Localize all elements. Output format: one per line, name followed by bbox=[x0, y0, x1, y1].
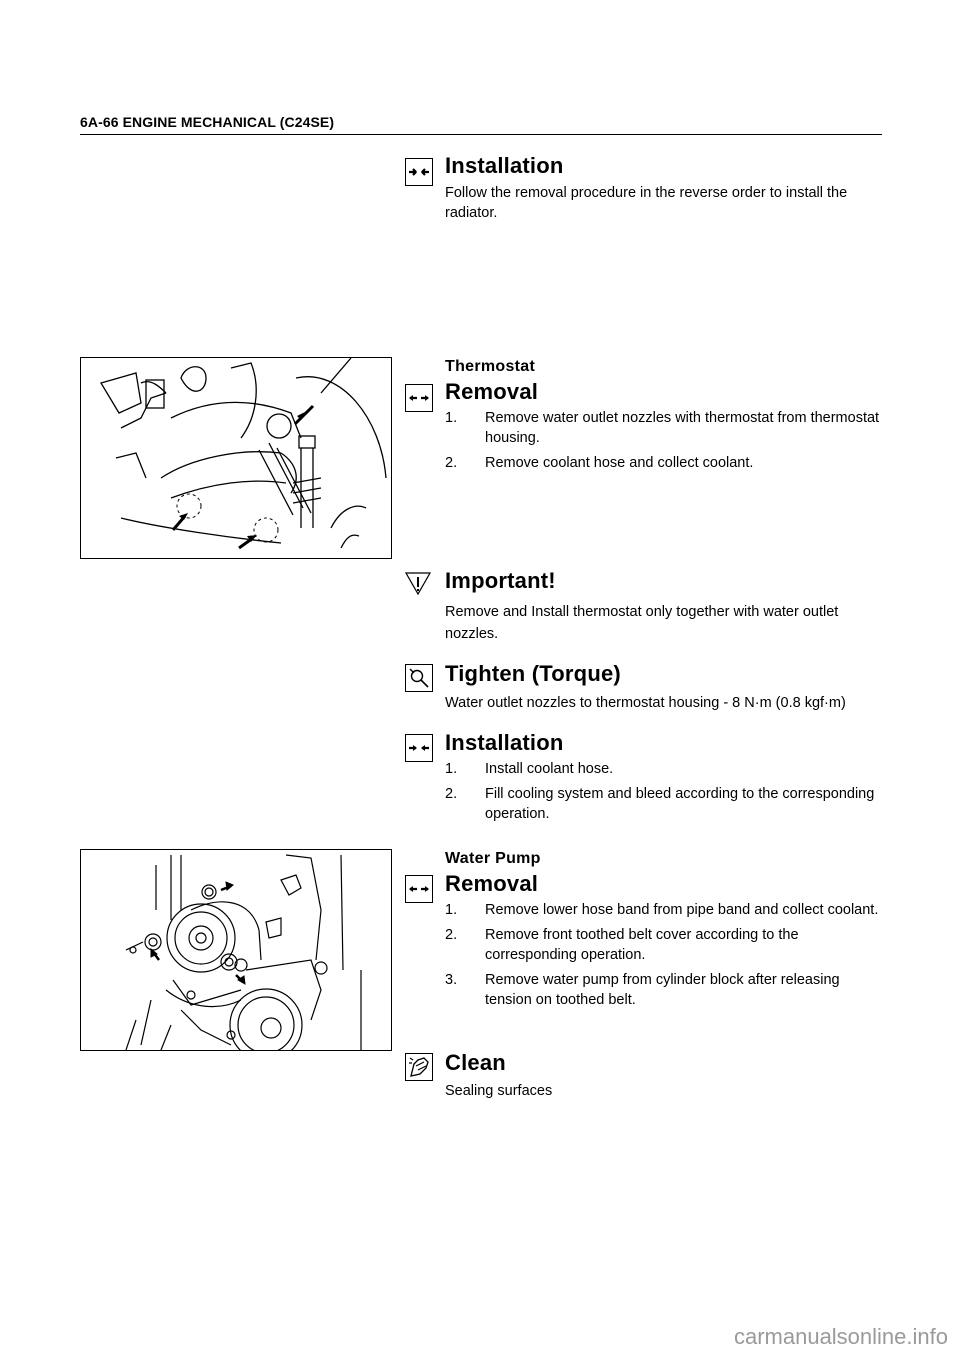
clean-heading: Clean bbox=[445, 1050, 506, 1075]
list-item: 1. Remove water outlet nozzles with thermostat from thermostat housing. bbox=[445, 410, 880, 446]
thermostat-removal-steps bbox=[445, 408, 885, 478]
list-item: 2. Fill cooling system and bleed according to the corresponding operation. bbox=[445, 786, 875, 822]
install-arrows-icon bbox=[405, 734, 433, 762]
page-title: 6A-66 ENGINE MECHANICAL (C24SE) bbox=[80, 114, 335, 130]
thermostat-installation-steps bbox=[445, 759, 885, 829]
installation-text: Follow the removal procedure in the reverse order to install the radiator. bbox=[445, 185, 848, 221]
thermostat-removal-heading: Removal bbox=[445, 379, 539, 404]
tighten-text: Water outlet nozzles to thermostat housing - 8 N·m (0.8 kgf·m) bbox=[445, 695, 846, 711]
warning-triangle-icon bbox=[405, 570, 431, 596]
installation-heading: Installation bbox=[445, 153, 564, 178]
water-pump-removal-steps bbox=[445, 900, 885, 1015]
list-item: 1. Install coolant hose. bbox=[445, 761, 614, 777]
water-pump-illustration bbox=[80, 849, 392, 1051]
list-item: 2. Remove front toothed belt cover according to the corresponding operation. bbox=[445, 927, 799, 963]
list-item: 3. Remove water pump from cylinder block after releasing tension on toothed belt. bbox=[445, 972, 840, 1008]
install-arrows-icon bbox=[405, 158, 433, 186]
cleaning-hand-icon bbox=[405, 1053, 433, 1081]
water-pump-subheading: Water Pump bbox=[445, 850, 541, 867]
important-text: Remove and Install thermostat only together with water outlet nozzles. bbox=[445, 604, 839, 642]
torque-wrench-icon bbox=[405, 664, 433, 692]
list-item: 2. Remove coolant hose and collect coolant. bbox=[445, 455, 754, 471]
removal-arrows-icon bbox=[405, 875, 433, 903]
important-heading: Important! bbox=[445, 568, 556, 593]
tighten-heading: Tighten (Torque) bbox=[445, 661, 621, 686]
page-header bbox=[80, 114, 882, 135]
thermostat-installation-heading: Installation bbox=[445, 730, 564, 755]
removal-arrows-icon bbox=[405, 384, 433, 412]
list-item: 1. Remove lower hose band from pipe band and collect coolant. bbox=[445, 902, 879, 918]
water-pump-removal-heading: Removal bbox=[445, 871, 539, 896]
watermark: carmanualsonline.info bbox=[733, 1324, 948, 1349]
clean-text: Sealing surfaces bbox=[445, 1083, 553, 1099]
thermostat-subheading: Thermostat bbox=[445, 358, 536, 375]
thermostat-illustration bbox=[80, 357, 392, 559]
